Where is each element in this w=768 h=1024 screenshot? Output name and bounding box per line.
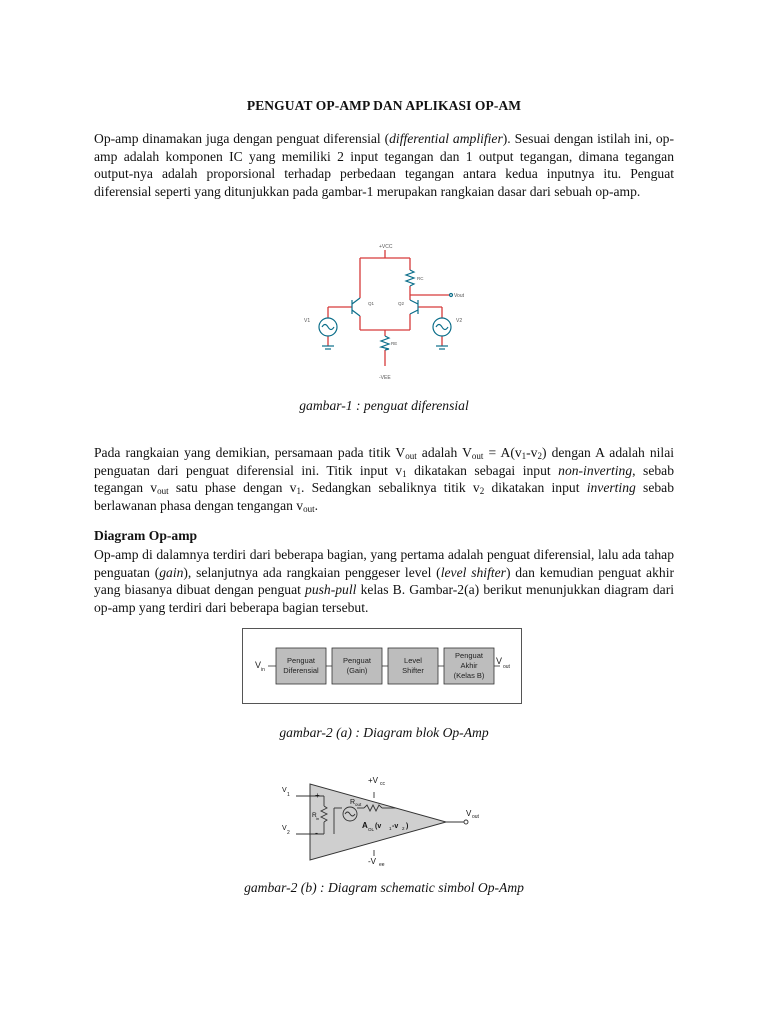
p2-sub: 1 [521, 451, 527, 461]
p3-italic: push-pull [305, 582, 357, 598]
p2-sub: 2 [537, 451, 542, 461]
v2-sub: 2 [287, 830, 290, 836]
p3-text: ) dan kemudian penguat akhir yang biasanya dibuat dengan penguat [94, 564, 674, 598]
p2-text: = A(v [483, 445, 522, 460]
plus-sign: + [315, 791, 320, 800]
vout-sub-2b: out [472, 814, 479, 820]
block-4-line1: Penguat [455, 651, 483, 660]
p2-text: dikatakan input [484, 480, 587, 496]
vout-sub: out [503, 664, 510, 670]
fig1-q1-label: Q1 [368, 301, 375, 306]
p2-sub: out [471, 451, 484, 461]
rin-label: R [312, 812, 317, 819]
intro-italic-1: differential amplifier [389, 131, 503, 146]
vin-sub: in [261, 667, 265, 673]
fig1-vee-label: -VEE [379, 375, 391, 381]
p2-italic: non-inverting [558, 462, 633, 478]
p3-italic: gain [159, 564, 184, 580]
diagram-heading: Diagram Op-amp [94, 528, 198, 543]
fig1-q2-label: Q2 [398, 301, 405, 306]
minus-sign: - [315, 828, 318, 838]
gain-expr: (v [375, 823, 382, 830]
vcc-sub: cc [380, 781, 385, 787]
p2-text: . [314, 497, 319, 513]
rin-sub: in [316, 816, 320, 821]
v2-label: V [282, 825, 287, 832]
p2-sub: out [157, 486, 169, 497]
p2-text: ) dengan A adalah nilai penguatan dari penguat diferensial ini. Titik input v [94, 445, 675, 478]
gain-expr-sub1: 1 [389, 826, 392, 831]
p2-text: adalah V [416, 445, 472, 460]
p2-text: , sebab tegangan v [94, 462, 674, 496]
v1-sub: 1 [287, 792, 290, 798]
p2-sub: out [405, 451, 417, 461]
figure-2b-diagram [276, 770, 502, 866]
block-1-line1: Penguat [287, 656, 315, 665]
vout-label-2b: V [466, 809, 472, 818]
p2-text: sebab berlawanan phasa dengan tengangan v [94, 480, 674, 513]
figure-2a-diagram [242, 628, 522, 704]
vcc-label: +V [368, 776, 379, 785]
vee-label: -V [368, 857, 376, 866]
p2-italic: inverting [586, 480, 636, 496]
gain-label: A [362, 821, 368, 830]
block-2-line1: Penguat [343, 656, 371, 665]
fig1-re-label: RE [391, 341, 398, 346]
p2-text: -v [526, 445, 538, 460]
fig1-vcc-label: +VCC [379, 244, 393, 250]
rout-sub: out [355, 802, 362, 807]
vin-label: V [255, 660, 262, 670]
rout-label: R [350, 799, 356, 806]
p2-sub: 1 [296, 486, 301, 497]
figure-1-diagram [290, 238, 480, 388]
gain-expr-close: ) [406, 823, 409, 830]
block-1-line2: Diferensial [283, 666, 319, 675]
vout-label: V [496, 656, 503, 666]
gain-expr-minus: -v [392, 823, 399, 830]
p2-sub: 1 [402, 468, 407, 479]
vee-sub: ee [379, 862, 385, 866]
fig1-rc-label: RC [417, 276, 424, 281]
p2-text: satu phase dengan v [168, 480, 297, 496]
block-4-line2: Akhir [460, 661, 478, 670]
diagram-paragraph [94, 546, 674, 616]
p3-text: ), selanjutnya ada rangkaian penggeser level ( [183, 564, 441, 580]
fig1-vout-label: Vout [454, 293, 465, 299]
p3-text: kelas B. Gambar-2(a) berikut menunjukkan diagram dari op-amp yang terdiri dari beberapa bagian tersebut. [94, 582, 674, 615]
p2-text: Pada rangkaian yang demikian, persamaan pada titik V [94, 445, 406, 460]
figure-2a-caption: gambar-2 (a) : Diagram blok Op-Amp [279, 725, 489, 740]
gain-sub: OL [368, 827, 375, 832]
p2-sub: out [303, 503, 315, 514]
p2-sub: 2 [479, 486, 485, 497]
page-title: PENGUAT OP-AMP DAN APLIKASI OP-AM [246, 98, 522, 113]
p3-italic: level shifter [440, 564, 506, 580]
intro-text-2: ). Sesuai dengan istilah ini, op-amp adalah komponen IC yang memiliki 2 input tegangan dan 1 output tegangan, dimana tegangan output-nya adalah proporsional terhadap perbedaan tegangan antara kedua inputnya itu. Penguat diferensial seperti yang ditunjukkan pada gambar-1 merupakan rangkaian dasar dari sebuah op-amp. [94, 131, 674, 199]
block-3-line1: Level [404, 656, 422, 665]
p2-text: . Sedangkan sebaliknya titik v [300, 480, 480, 496]
block-3-line2: Shifter [402, 666, 424, 675]
p2-text: dikatakan sebagai input [406, 462, 559, 478]
fig1-v1-label: V1 [304, 318, 311, 324]
p3-text: Op-amp di dalamnya terdiri dari beberapa bagian, yang pertama adalah penguat diferensial, lalu ada tahap penguatan ( [94, 547, 674, 580]
intro-paragraph [94, 130, 674, 200]
v1-label: V [282, 787, 287, 794]
intro-text-1: Op-amp dinamakan juga dengan penguat diferensial ( [94, 131, 390, 146]
block-4-line3: (Kelas B) [453, 671, 485, 680]
figure-2b-caption: gambar-2 (b) : Diagram schematic simbol Op-Amp [244, 880, 524, 895]
figure-1-caption: gambar-1 : penguat diferensial [299, 398, 469, 413]
vout-paragraph [94, 444, 674, 514]
block-2-line2: (Gain) [346, 666, 368, 675]
gain-expr-sub2: 2 [402, 826, 405, 831]
fig1-v2-label: V2 [456, 318, 463, 324]
